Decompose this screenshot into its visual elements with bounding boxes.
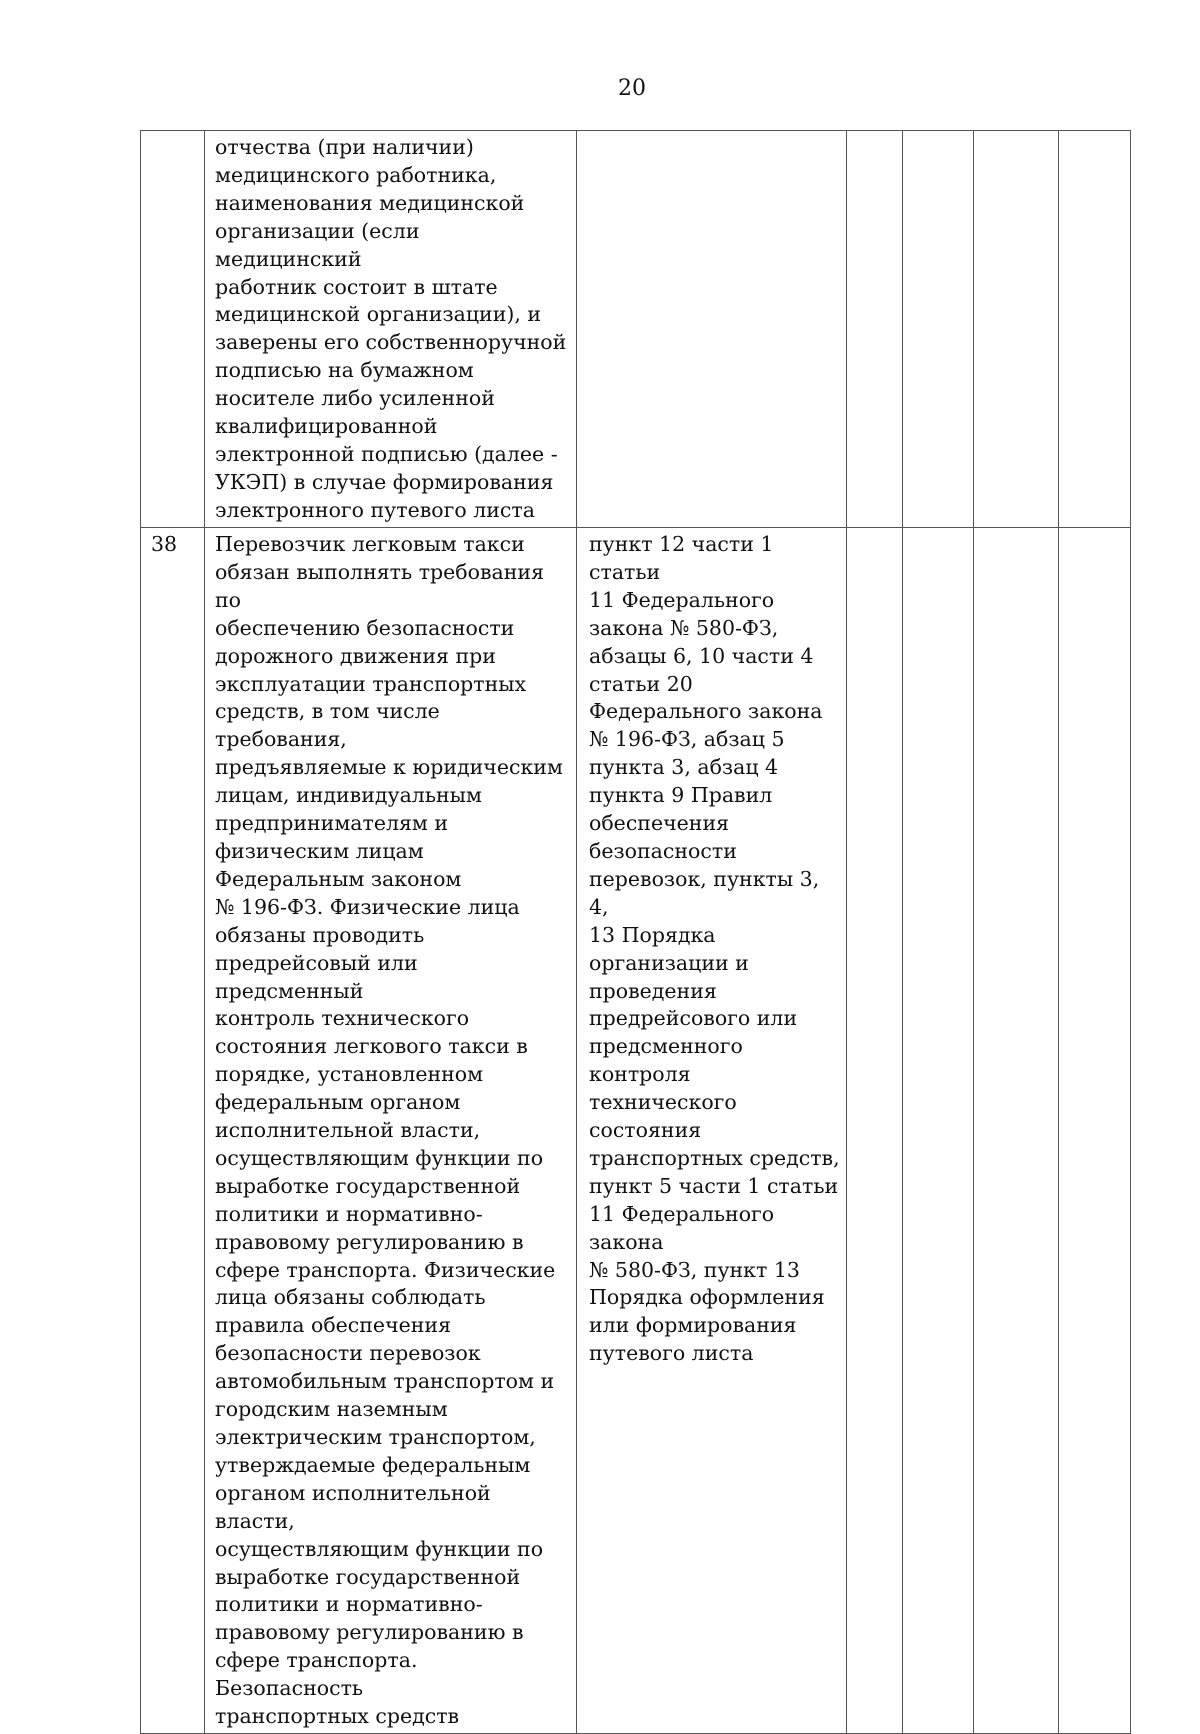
row-number-cell <box>141 528 205 1734</box>
empty-cell <box>974 528 1059 1734</box>
requirement-text: отчества (при наличии) медицинского работника, наименования медицинской организации (если медицинский работник состоит в штате медицинской организации), и заверены его собственноручной подписью на бумажном носителе либо усиленной квалифицированной электронной подписью (далее - УКЭП) в случае формирования электронного путевого листа <box>215 135 567 522</box>
reference-text: пункт 12 части 1 статьи 11 Федерального закона № 580-ФЗ, абзацы 6, 10 части 4 статьи 20 Федерального закона № 196-ФЗ, абзац 5 пункта 3, абзац 4 пункта 9 Правил обеспечения безопасности перевозок, пункты 3, 4, 13 Порядка организации и проведения предрейсового или предсменного контроля технического состояния транспортных средств, пункт 5 части 1 статьи 11 Федерального закона № 580-ФЗ, пункт 13 Порядка оформления или формирования путевого листа <box>589 532 840 1366</box>
empty-cell <box>1059 528 1131 1734</box>
empty-cell <box>847 131 903 528</box>
empty-cell <box>903 528 974 1734</box>
requirement-text: Перевозчик легковым такси обязан выполнять требования по обеспечению безопасности дорожного движения при эксплуатации транспортных средств, в том числе требования, предъявляемые к юридическим лицам, индивидуальным предпринимателям и физическим лицам Федеральным законом № 196-ФЗ. Физические лица обязаны проводить предрейсовый или предсменный контроль технического состояния легкового такси в порядке, установленном федеральным органом исполнительной власти, осуществляющим функции по выработке государственной политики и нормативно- правовому регулированию в сфере транспорта. Физические лица обязаны соблюдать правила обеспечения безопасности перевозок автомобильным транспортом и городским наземным электрическим транспортом, утверждаемые федеральным органом исполнительной власти, осуществляющим функции по выработке государственной политики и нормативно- правовому регулированию в сфере транспорта. Безопасность транспортных средств <box>215 532 563 1729</box>
reference-text <box>577 131 846 136</box>
row-number-cell <box>141 131 205 528</box>
reference-cell <box>577 131 847 528</box>
empty-cell <box>974 131 1059 528</box>
empty-cell <box>847 528 903 1734</box>
table-row <box>141 528 1131 1734</box>
requirement-cell <box>205 528 577 1734</box>
row-number: 38 <box>151 532 178 556</box>
requirement-cell <box>205 131 577 528</box>
table-row <box>141 131 1131 528</box>
empty-cell <box>903 131 974 528</box>
empty-cell <box>1059 131 1131 528</box>
reference-cell <box>577 528 847 1734</box>
requirements-table <box>140 130 1131 1734</box>
row-number <box>141 131 204 134</box>
page-number: 20 <box>618 76 646 101</box>
